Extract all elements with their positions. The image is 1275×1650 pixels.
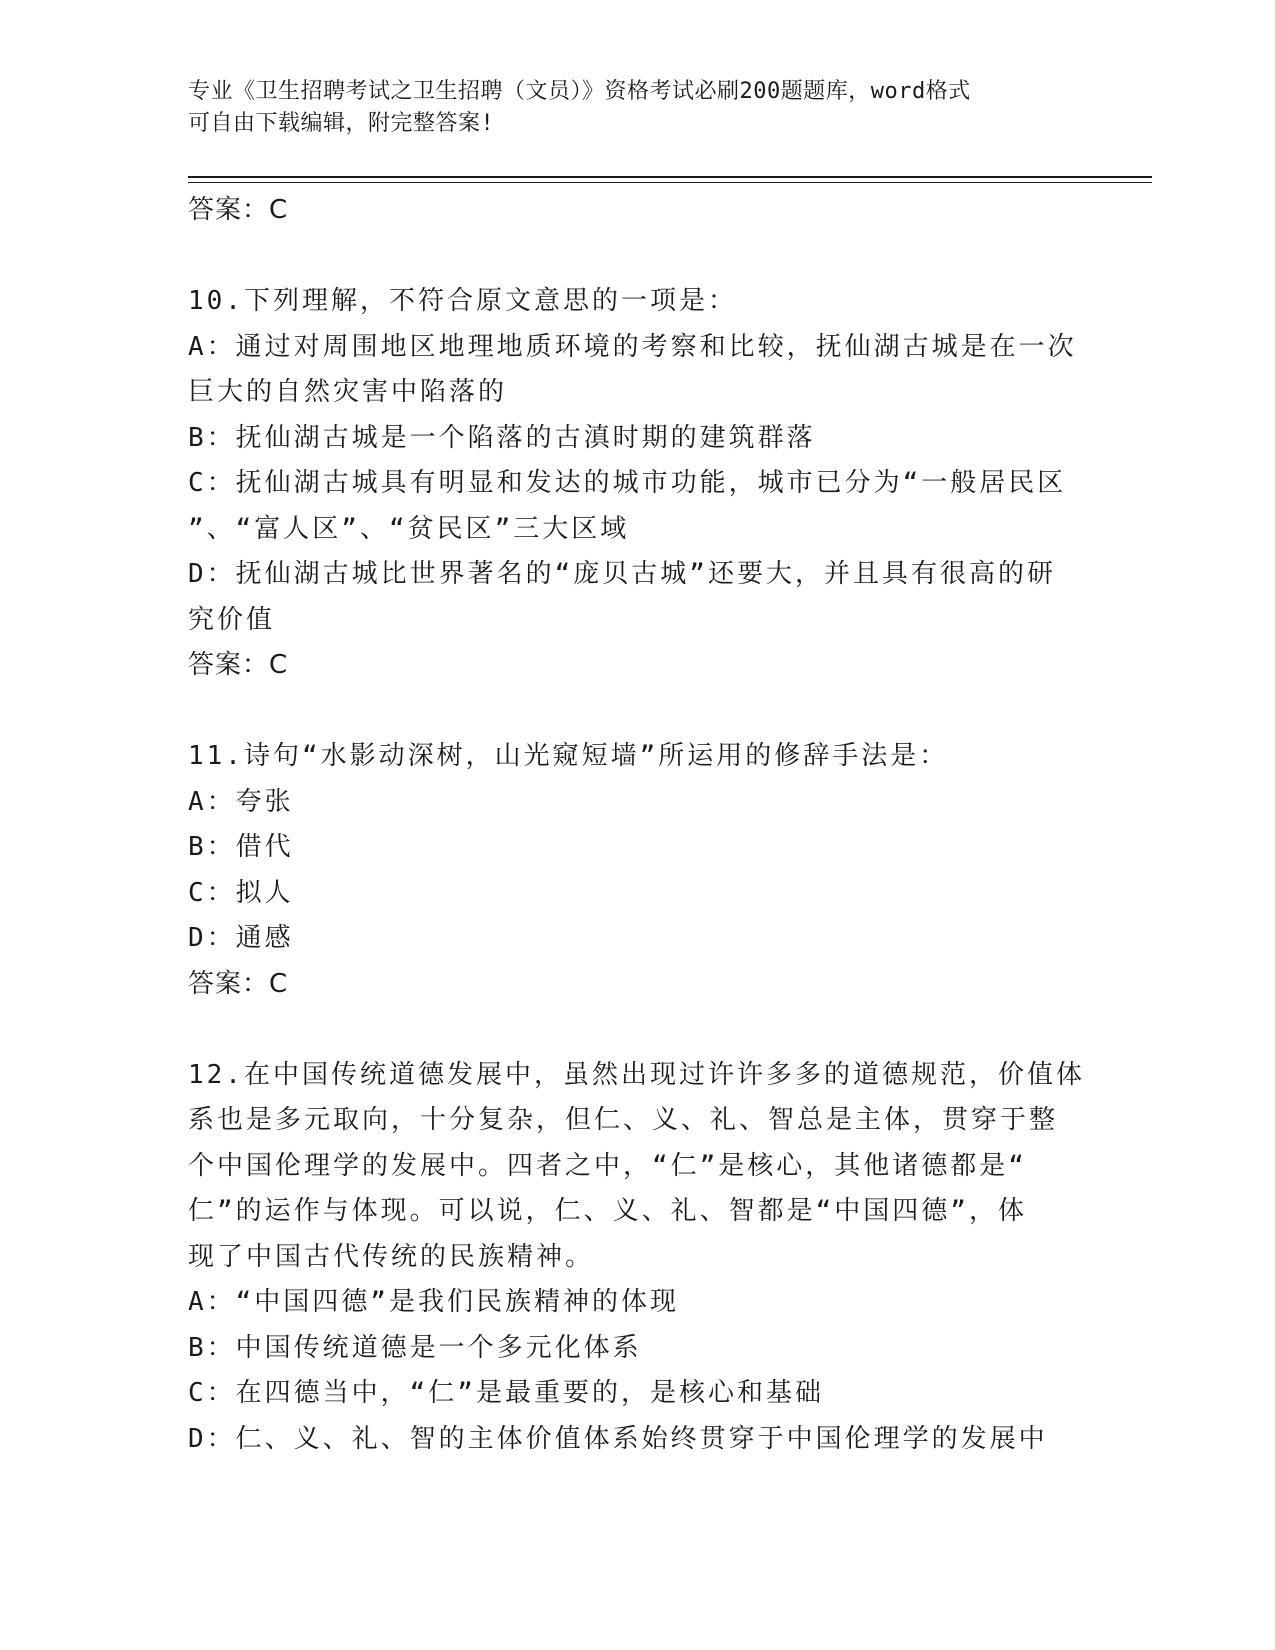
question-10 xyxy=(188,279,1088,689)
header-divider-thin xyxy=(188,182,1152,183)
option-a: A：通过对周围地区地理地质环境的考察和比较，抚仙湖古城是在一次 xyxy=(188,331,1077,362)
option-a: A：夸张 xyxy=(188,786,294,817)
answer-q9: 答案：C xyxy=(188,195,289,225)
spacer xyxy=(188,234,1088,280)
answer-q10: 答案：C xyxy=(188,650,289,680)
option-c: C：抚仙湖古城具有明显和发达的城市功能，城市已分为“一般居民区 xyxy=(188,468,1067,498)
option-c: C：拟人 xyxy=(188,877,294,908)
header-line-2: 可自由下载编辑，附完整答案! xyxy=(188,111,495,136)
option-c-cont: ”、“富人区”、“贫民区”三大区域 xyxy=(188,513,630,544)
option-b: B：抚仙湖古城是一个陷落的古滇时期的建筑群落 xyxy=(188,422,816,453)
question-stem: 11.诗句“水影动深树，山光窥短墙”所运用的修辞手法是： xyxy=(188,741,949,771)
question-stem-cont: 系也是多元取向，十分复杂，但仁、义、礼、智总是主体，贯穿于整 xyxy=(188,1105,1059,1135)
header-line-1: 专业《卫生招聘考试之卫生招聘（文员）》资格考试必刷200题题库，word格式 xyxy=(188,79,971,104)
option-a-cont: 巨大的自然灾害中陷落的 xyxy=(188,377,508,407)
spacer xyxy=(188,1007,1088,1053)
option-b: B：借代 xyxy=(188,832,294,862)
header-divider-thick xyxy=(188,176,1152,178)
question-stem-cont: 现了中国古代传统的民族精神。 xyxy=(188,1241,595,1272)
option-a: A：“中国四德”是我们民族精神的体现 xyxy=(188,1287,679,1317)
option-d-cont: 究价值 xyxy=(188,604,276,635)
option-b: B：中国传统道德是一个多元化体系 xyxy=(188,1332,642,1363)
question-stem-cont: 个中国伦理学的发展中。四者之中，“仁”是核心，其他诸德都是“ xyxy=(188,1150,1027,1181)
question-11 xyxy=(188,734,1088,1007)
question-content xyxy=(188,188,1088,1462)
answer-q11: 答案：C xyxy=(188,968,289,999)
option-d: D：仁、义、礼、智的主体价值体系始终贯穿于中国伦理学的发展中 xyxy=(188,1423,1048,1454)
option-d: D：抚仙湖古城比世界著名的“庞贝古城”还要大，并且具有很高的研 xyxy=(188,559,1056,589)
question-stem: 10.下列理解，不符合原文意思的一项是： xyxy=(188,286,737,316)
option-c: C：在四德当中，“仁”是最重要的，是核心和基础 xyxy=(188,1378,824,1408)
question-stem: 12.在中国传统道德发展中，虽然出现过许许多多的道德规范，价值体 xyxy=(188,1059,1085,1090)
spacer xyxy=(188,689,1088,735)
option-d: D：通感 xyxy=(188,923,294,953)
question-stem-cont: 仁”的运作与体现。可以说，仁、义、礼、智都是“中国四德”，体 xyxy=(188,1196,1027,1226)
question-12 xyxy=(188,1053,1088,1463)
document-header xyxy=(188,76,1068,140)
